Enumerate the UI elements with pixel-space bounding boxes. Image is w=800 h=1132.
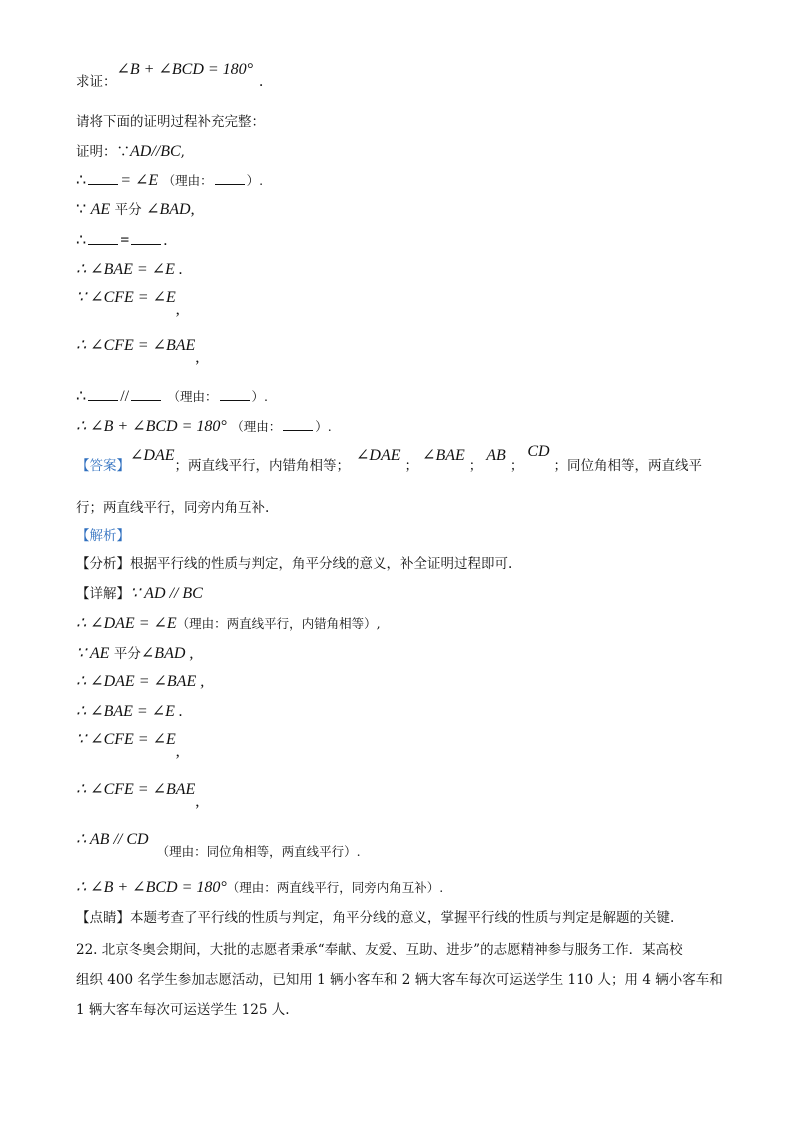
- dianjing-text: 本题考查了平行线的性质与判定，角平分线的意义，掌握平行线的性质与判定是解题的关键.: [130, 910, 675, 926]
- detail-line-4: ∴ ∠DAE = ∠BAE ,: [76, 673, 205, 690]
- reason-close: ）.: [251, 389, 269, 404]
- blank: [283, 418, 313, 431]
- question-22-line-1: 22. 北京冬奥会期间，大批的志愿者秉承“奉献、友爱、互助、进步”的志愿精神参与服务工作．某高校: [76, 942, 683, 958]
- formula: ∴ ∠CFE = ∠BAE: [76, 337, 196, 354]
- answer-item: ∠BAE: [422, 447, 465, 464]
- proof-line-7: [76, 337, 200, 366]
- formula: ∴ ∠DAE = ∠E: [76, 615, 177, 632]
- answer-item: ∠DAE: [130, 447, 175, 464]
- detail-line-5: ∴ ∠BAE = ∠E .: [76, 703, 183, 720]
- therefore-symbol: ∴: [76, 232, 87, 249]
- formula: ∠BAD: [146, 201, 191, 218]
- reason: （理由：两直线平行，内错角相等）,: [176, 616, 381, 631]
- formula: = ∠E: [120, 172, 159, 189]
- comma: ,: [175, 743, 180, 760]
- blank: [88, 172, 118, 185]
- prove-formula: ∠B + ∠BCD = 180°: [116, 61, 254, 78]
- blank: [88, 388, 118, 401]
- parallel-symbol: //: [120, 388, 130, 405]
- analysis-fenxi: [76, 558, 512, 572]
- answer-text: ；两直线平行，内错角相等；: [174, 458, 351, 474]
- proof-line-4: [76, 232, 167, 249]
- formula: ∠BAD ,: [140, 645, 194, 662]
- formula: ∵ AE: [76, 645, 110, 662]
- reason-close: ）.: [246, 173, 264, 188]
- formula: ∵ ∠CFE = ∠E: [76, 289, 176, 306]
- formula: ∴ AB // CD: [76, 831, 149, 848]
- fenxi-text: 根据平行线的性质与判定，角平分线的意义，补全证明过程即可.: [130, 556, 513, 572]
- prove-label: 求证：: [76, 74, 117, 90]
- detail-line-2: [76, 616, 381, 632]
- text: 平分: [114, 202, 142, 218]
- proof-line-8: [76, 388, 268, 405]
- proof-line-6: [76, 289, 180, 318]
- equals-sign: =: [120, 232, 130, 249]
- instruction: 请将下面的证明过程补充完整：: [76, 114, 265, 130]
- formula: AE: [90, 201, 111, 218]
- detail-line-1: [76, 586, 203, 602]
- proof-line-9: [76, 418, 332, 435]
- comma: ,: [195, 349, 200, 366]
- separator: ；: [509, 458, 524, 474]
- therefore-symbol: ∴: [76, 388, 87, 405]
- formula: ∴ ∠CFE = ∠BAE: [76, 781, 196, 798]
- proof-line-2: [76, 172, 263, 189]
- answer-item: AB: [486, 447, 506, 464]
- formula: ∵ AD // BC: [130, 585, 203, 602]
- answer-text: ；同位角相等，两直线平: [553, 458, 703, 474]
- reason: （理由：两直线平行，同旁内角互补）.: [226, 880, 444, 895]
- xiangjie-tag: 【详解】: [76, 586, 130, 602]
- answer-item: ∠DAE: [356, 447, 401, 464]
- proof-prefix: 证明：∵: [76, 144, 130, 160]
- blank: [131, 388, 161, 401]
- proof-line-1: [76, 144, 185, 160]
- proof-line-5: ∴ ∠BAE = ∠E .: [76, 261, 183, 278]
- detail-line-7: [76, 781, 200, 810]
- blank: [215, 172, 245, 185]
- dianjing-line: [76, 912, 674, 926]
- separator: ；: [468, 458, 483, 474]
- reason-open: （理由：: [167, 389, 218, 404]
- analysis-tag: 【解析】: [76, 528, 130, 544]
- comma: ,: [190, 201, 195, 218]
- reason-open: （理由：: [162, 173, 213, 188]
- proof-line-3: [76, 202, 195, 218]
- fenxi-tag: 【分析】: [76, 556, 130, 572]
- answer-line: [76, 443, 703, 474]
- answer-line-cont: 行；两直线平行，同旁内角互补.: [76, 500, 270, 516]
- period: .: [163, 232, 168, 249]
- reason-open: （理由：: [231, 419, 282, 434]
- blank: [220, 388, 250, 401]
- detail-line-6: [76, 731, 180, 760]
- question-22-line-3: 1 辆大客车每次可运送学生 125 人.: [76, 1002, 290, 1018]
- dianjing-tag: 【点睛】: [76, 910, 130, 926]
- detail-line-8: [76, 831, 361, 859]
- detail-line-3: [76, 646, 193, 662]
- separator: ；: [404, 458, 419, 474]
- detail-line-9: [76, 880, 443, 896]
- answer-item: CD: [527, 443, 550, 460]
- proof-comma: ,: [180, 144, 185, 160]
- proof-formula: AD//BC: [130, 143, 181, 160]
- prove-line: [76, 61, 264, 90]
- question-22-line-2: 组织 400 名学生参加志愿活动，已知用 1 辆小客车和 2 辆大客车每次可运送学生 110 人；用 4 辆小客车和: [76, 972, 723, 988]
- comma: ,: [195, 793, 200, 810]
- answer-tag: 【答案】: [76, 458, 130, 474]
- formula: ∴ ∠B + ∠BCD = 180°: [76, 879, 227, 896]
- therefore-symbol: ∴: [76, 172, 87, 189]
- blank: [88, 232, 118, 245]
- prove-end: .: [259, 73, 264, 90]
- text: 平分: [113, 646, 141, 662]
- reason: （理由：同位角相等，两直线平行）.: [156, 844, 361, 859]
- formula: ∵ ∠CFE = ∠E: [76, 731, 176, 748]
- because-symbol: ∵: [76, 201, 87, 218]
- formula: ∴ ∠B + ∠BCD = 180°: [76, 418, 227, 435]
- comma: ,: [175, 301, 180, 318]
- reason-close: ）.: [315, 419, 332, 434]
- blank: [131, 232, 161, 245]
